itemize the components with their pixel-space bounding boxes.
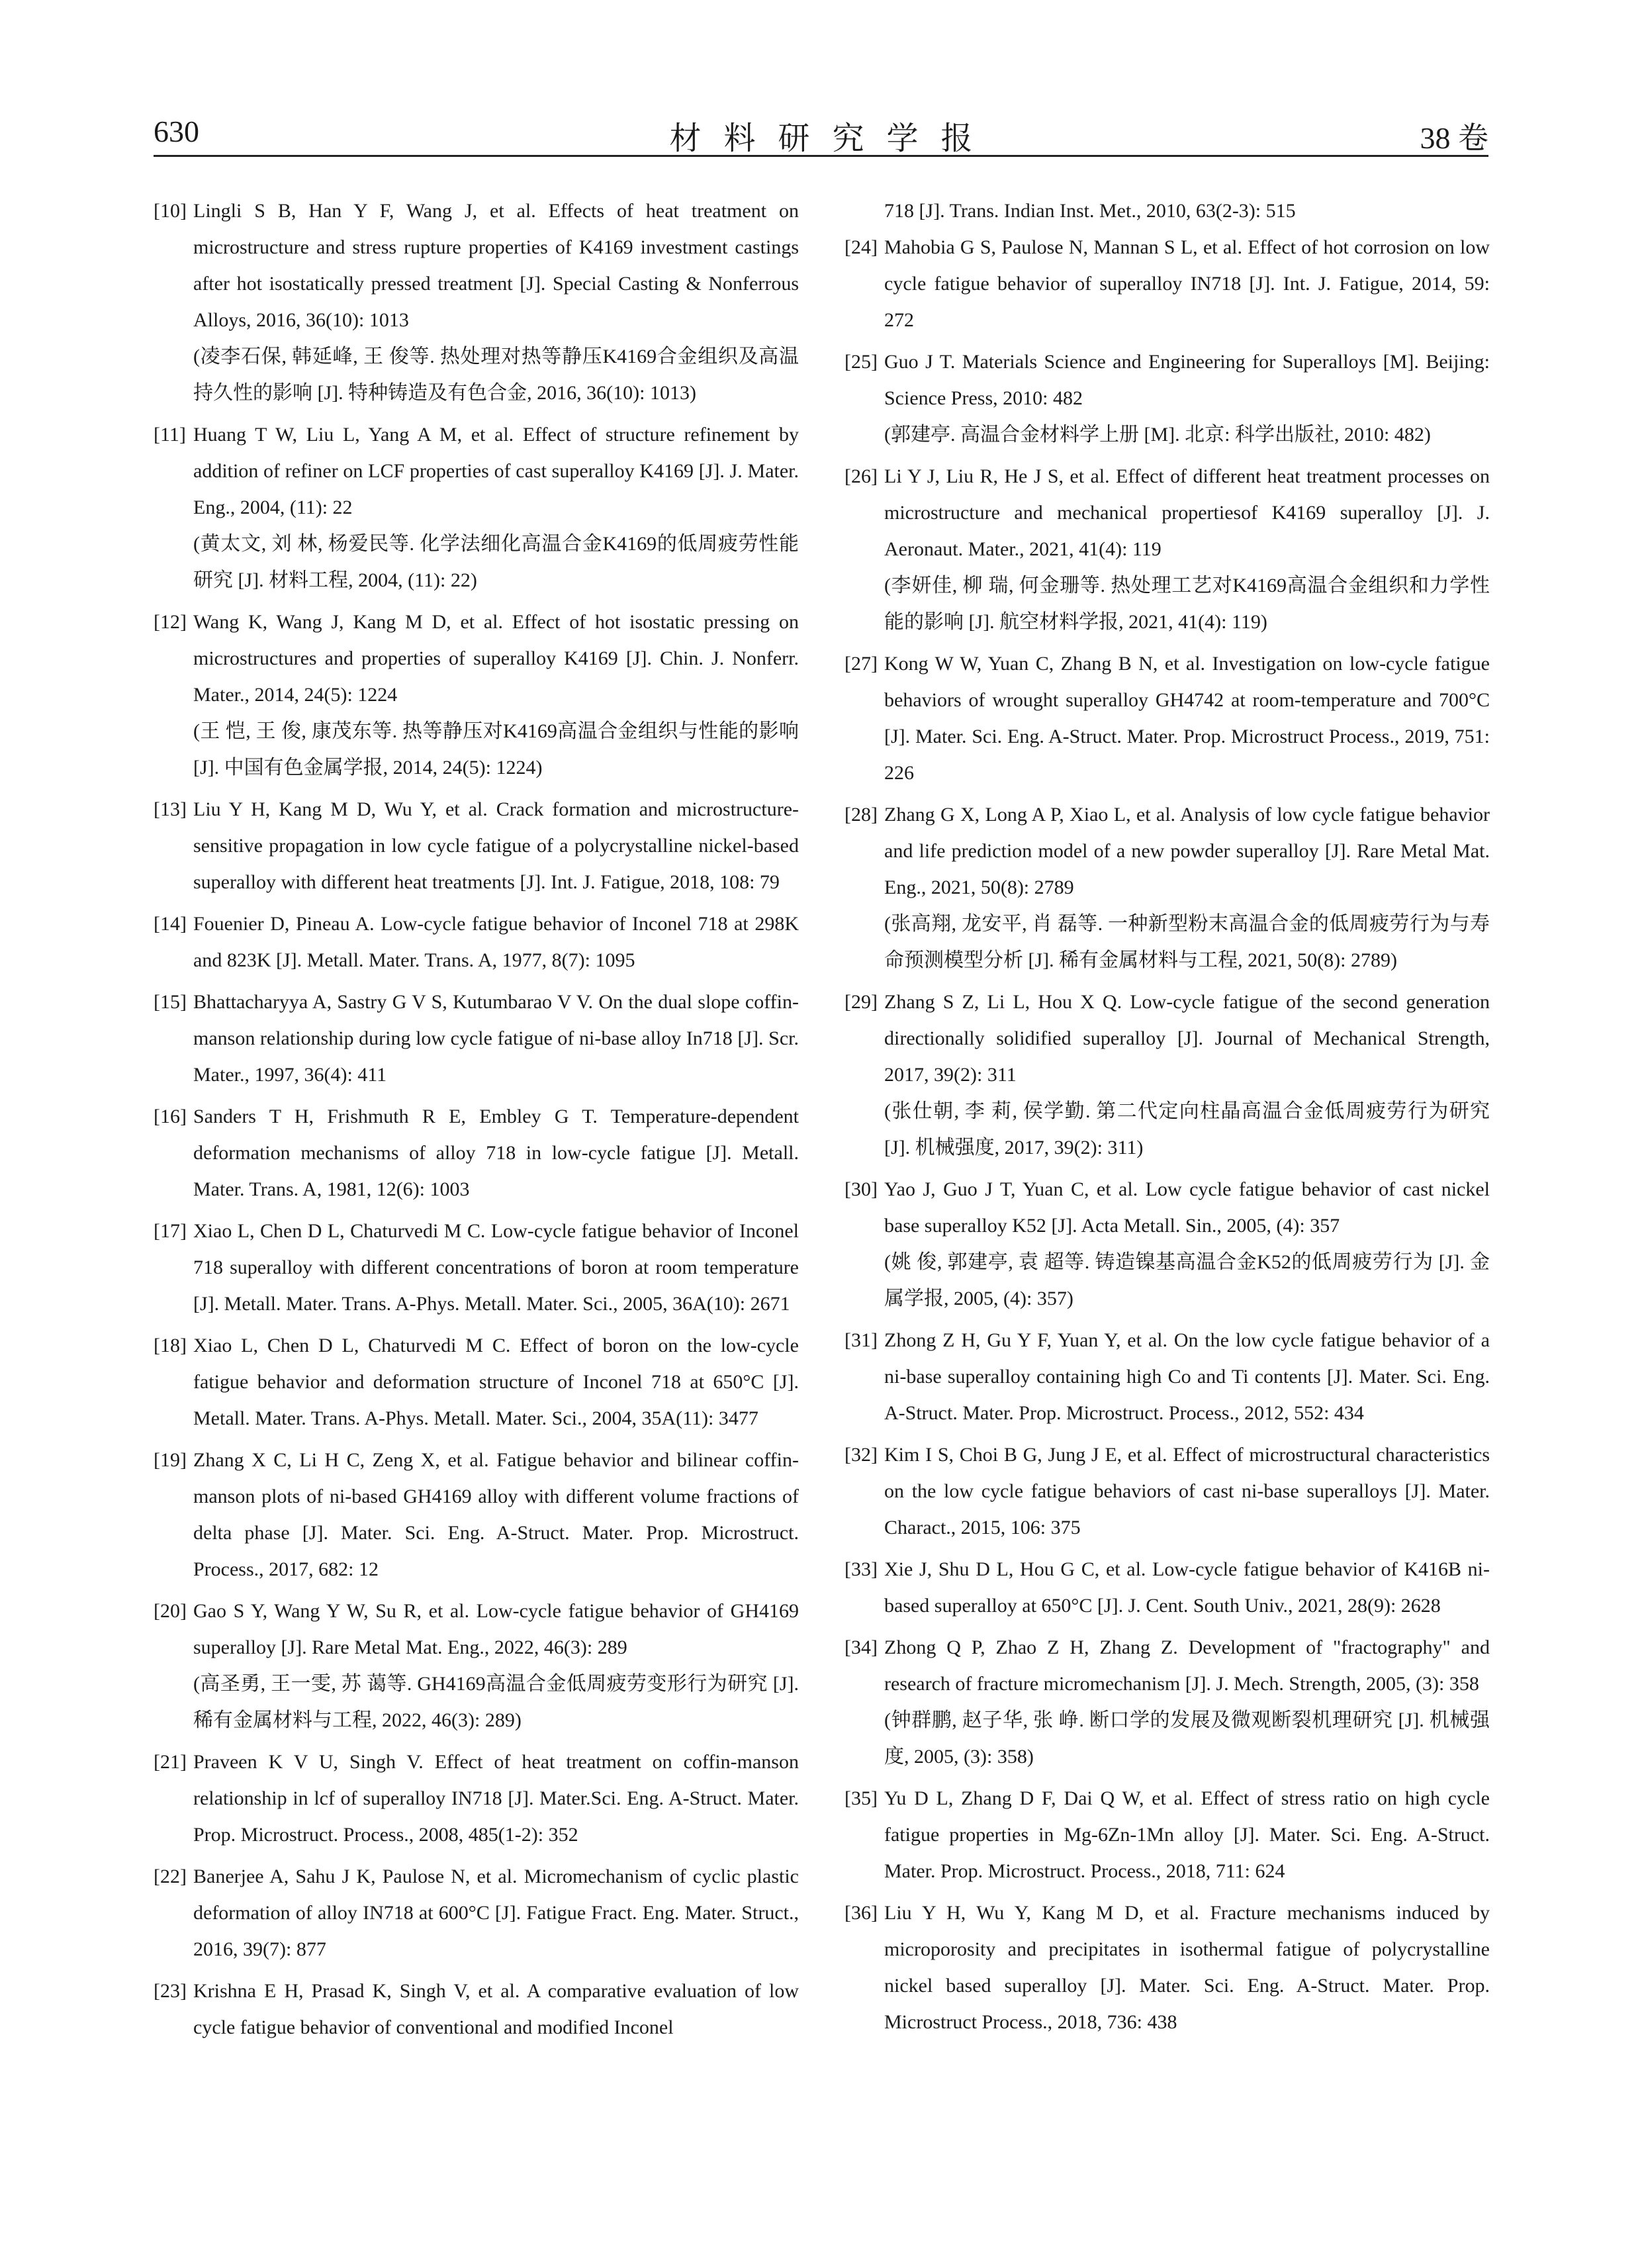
reference-translation: (钟群鹏, 赵子华, 张 峥. 断口学的发展及微观断裂机理研究 [J]. 机械强度, 2005, (3): 358) <box>884 1709 1490 1768</box>
reference-text: Banerjee A, Sahu J K, Paulose N, et al. Micromechanism of cyclic plastic deformation of alloy IN718 at 600°C [J]. Fatigue Fract. Eng. Mater. Struct., 2016, 39(7): 877 <box>193 1866 799 1960</box>
reference-translation: (张仕朝, 李 莉, 侯学勤. 第二代定向柱晶高温合金低周疲劳行为研究 [J]. 机械强度, 2017, 39(2): 311) <box>884 1100 1490 1158</box>
reference-text: Kong W W, Yuan C, Zhang B N, et al. Investigation on low-cycle fatigue behaviors of wrought superalloy GH4742 at room-temperature and 700°C [J]. Mater. Sci. Eng. A-Struct. Mater. Prop. Microstruct Process., 2019, 751: 226 <box>884 653 1490 784</box>
reference-item <box>844 1629 1490 1775</box>
reference-text: Kim I S, Choi B G, Jung J E, et al. Effect of microstructural characteristics on the low cycle fatigue behaviors of cast ni-base superalloys [J]. Mater. Charact., 2015, 106: 375 <box>884 1444 1490 1538</box>
reference-item <box>844 796 1490 978</box>
reference-text: Xiao L, Chen D L, Chaturvedi M C. Low-cycle fatigue behavior of Inconel 718 superalloy with different concentrations of boron at room temperature [J]. Metall. Mater. Trans. A-Phys. Metall. Mater. Sci., 2005, 36A(10): 2671 <box>193 1220 799 1315</box>
reference-translation: (凌李石保, 韩延峰, 王 俊等. 热处理对热等静压K4169合金组织及高温持久性的影响 [J]. 特种铸造及有色合金, 2016, 36(10): 1013) <box>193 346 799 404</box>
reference-number: [25] <box>844 351 878 373</box>
reference-text: Praveen K V U, Singh V. Effect of heat treatment on coffin-manson relationship in lcf of superalloy IN718 [J]. Mater.Sci. Eng. A-Struct. Mater. Prop. Microstruct. Process., 2008, 485(1-2): 352 <box>193 1751 799 1846</box>
reference-item <box>154 984 799 1093</box>
reference-text: Liu Y H, Kang M D, Wu Y, et al. Crack formation and microstructure-sensitive propagation in low cycle fatigue of a polycrystalline nickel-based superalloy with different heat treatments [J]. Int. J. Fatigue, 2018, 108: 79 <box>193 798 799 893</box>
journal-title: 材料研究学报 <box>669 121 995 156</box>
reference-text: Krishna E H, Prasad K, Singh V, et al. A comparative evaluation of low cycle fatigue behavior of conventional and modified Inconel <box>193 1980 799 2038</box>
page-header <box>154 109 1488 157</box>
reference-translation: (郭建亭. 高温合金材料学上册 [M]. 北京: 科学出版社, 2010: 482) <box>884 424 1431 446</box>
reference-item <box>844 344 1490 453</box>
reference-item <box>844 458 1490 640</box>
reference-translation: (黄太文, 刘 林, 杨爱民等. 化学法细化高温合金K4169的低周疲劳性能研究 [J]. 材料工程, 2004, (11): 22) <box>193 533 799 591</box>
reference-item <box>154 416 799 598</box>
reference-number: [33] <box>844 1558 878 1580</box>
reference-number: [32] <box>844 1444 878 1466</box>
reference-text: Huang T W, Liu L, Yang A M, et al. Effect of structure refinement by addition of refiner on LCF properties of cast superalloy K4169 [J]. J. Mater. Eng., 2004, (11): 22 <box>193 424 799 518</box>
reference-item <box>154 791 799 900</box>
reference-item <box>844 1551 1490 1624</box>
reference-continuation: 718 [J]. Trans. Indian Inst. Met., 2010, 63(2-3): 515 <box>884 200 1296 222</box>
volume-label: 38 卷 <box>1420 121 1488 155</box>
reference-item <box>844 1322 1490 1431</box>
reference-number: [21] <box>154 1751 187 1773</box>
reference-translation: (张高翔, 龙安平, 肖 磊等. 一种新型粉末高温合金的低周疲劳行为与寿命预测模型分析 [J]. 稀有金属材料与工程, 2021, 50(8): 2789) <box>884 913 1490 971</box>
reference-translation: (姚 俊, 郭建亭, 袁 超等. 铸造镍基高温合金K52的低周疲劳行为 [J]. 金属学报, 2005, (4): 357) <box>884 1251 1490 1309</box>
reference-item <box>154 906 799 978</box>
reference-text: Xiao L, Chen D L, Chaturvedi M C. Effect of boron on the low-cycle fatigue behavior and deformation structure of Inconel 718 at 650°C [J]. Metall. Mater. Trans. A-Phys. Metall. Mater. Sci., 2004, 35A(11): 3477 <box>193 1335 799 1429</box>
reference-text: Liu Y H, Wu Y, Kang M D, et al. Fracture mechanisms induced by microporosity and precipitates in isothermal fatigue of polycrystalline nickel based superalloy [J]. Mater. Sci. Eng. A-Struct. Mater. Prop. Microstruct Process., 2018, 736: 438 <box>884 1902 1490 2033</box>
reference-item <box>844 1171 1490 1317</box>
reference-text: Wang K, Wang J, Kang M D, et al. Effect of hot isostatic pressing on microstructures and properties of superalloy K4169 [J]. Chin. J. Nonferr. Mater., 2014, 24(5): 1224 <box>193 611 799 706</box>
reference-text: Gao S Y, Wang Y W, Su R, et al. Low-cycle fatigue behavior of GH4169 superalloy [J]. Rare Metal Mat. Eng., 2022, 46(3): 289 <box>193 1600 799 1658</box>
reference-text: Fouenier D, Pineau A. Low-cycle fatigue behavior of Inconel 718 at 298K and 823K [J]. Metall. Mater. Trans. A, 1977, 8(7): 1095 <box>193 913 799 971</box>
reference-number: [23] <box>154 1980 187 2002</box>
reference-text: Guo J T. Materials Science and Engineering for Superalloys [M]. Beijing: Science Press, 2010: 482 <box>884 351 1490 409</box>
reference-number: [18] <box>154 1335 187 1356</box>
reference-number: [22] <box>154 1866 187 1887</box>
reference-text: Bhattacharyya A, Sastry G V S, Kutumbarao V V. On the dual slope coffin-manson relationship during low cycle fatigue of ni-base alloy In718 [J]. Scr. Mater., 1997, 36(4): 411 <box>193 991 799 1086</box>
reference-translation: (李妍佳, 柳 瑞, 何金珊等. 热处理工艺对K4169高温合金组织和力学性能的影响 [J]. 航空材料学报, 2021, 41(4): 119) <box>884 575 1490 633</box>
reference-text: Zhang X C, Li H C, Zeng X, et al. Fatigue behavior and bilinear coffin-manson plots of ni-based GH4169 alloy with different volume fractions of delta phase [J]. Mater. Sci. Eng. A-Struct. Mater. Prop. Microstruct. Process., 2017, 682: 12 <box>193 1449 799 1580</box>
reference-number: [15] <box>154 991 187 1013</box>
reference-item <box>154 1442 799 1587</box>
reference-text: Mahobia G S, Paulose N, Mannan S L, et al. Effect of hot corrosion on low cycle fatigue behavior of superalloy IN718 [J]. Int. J. Fatigue, 2014, 59: 272 <box>884 236 1490 331</box>
reference-item <box>154 1098 799 1207</box>
reference-number: [14] <box>154 913 187 935</box>
reference-number: [24] <box>844 236 878 258</box>
reference-item <box>844 984 1490 1166</box>
reference-item <box>844 645 1490 791</box>
reference-item <box>154 193 799 411</box>
reference-number: [11] <box>154 424 186 446</box>
reference-number: [12] <box>154 611 187 633</box>
reference-number: [10] <box>154 200 187 222</box>
reference-number: [31] <box>844 1329 878 1351</box>
reference-number: [30] <box>844 1178 878 1200</box>
reference-text: Zhang S Z, Li L, Hou X Q. Low-cycle fatigue of the second generation directionally solidified superalloy [J]. Journal of Mechanical Strength, 2017, 39(2): 311 <box>884 991 1490 1086</box>
reference-number: [27] <box>844 653 878 675</box>
reference-item <box>154 1858 799 1967</box>
right-column <box>844 193 1490 2046</box>
reference-item <box>844 1895 1490 2040</box>
reference-item <box>154 1593 799 1738</box>
reference-number: [20] <box>154 1600 187 1622</box>
reference-text: Zhong Q P, Zhao Z H, Zhang Z. Development of "fractography" and research of fracture micromechanism [J]. J. Mech. Strength, 2005, (3): 358 <box>884 1636 1490 1695</box>
reference-text: Zhong Z H, Gu Y F, Yuan Y, et al. On the low cycle fatigue behavior of a ni-base superalloy containing high Co and Ti contents [J]. Mater. Sci. Eng. A-Struct. Mater. Prop. Microstruct. Process., 2012, 552: 434 <box>884 1329 1490 1424</box>
reference-text: Zhang G X, Long A P, Xiao L, et al. Analysis of low cycle fatigue behavior and life prediction model of a new powder superalloy [J]. Rare Metal Mat. Eng., 2021, 50(8): 2789 <box>884 804 1490 898</box>
reference-number: [13] <box>154 798 187 820</box>
reference-text: Xie J, Shu D L, Hou G C, et al. Low-cycle fatigue behavior of K416B ni-based superalloy at 650°C [J]. J. Cent. South Univ., 2021, 28(9): 2628 <box>884 1558 1490 1617</box>
reference-item <box>154 1973 799 2046</box>
reference-item <box>154 1744 799 1853</box>
reference-translation: (王 恺, 王 俊, 康茂东等. 热等静压对K4169高温合金组织与性能的影响 [J]. 中国有色金属学报, 2014, 24(5): 1224) <box>193 720 799 779</box>
reference-number: [34] <box>844 1636 878 1658</box>
left-column <box>154 193 799 2051</box>
reference-text: Yao J, Guo J T, Yuan C, et al. Low cycle fatigue behavior of cast nickel base superalloy K52 [J]. Acta Metall. Sin., 2005, (4): 357 <box>884 1178 1490 1237</box>
reference-translation: (高圣勇, 王一雯, 苏 蔼等. GH4169高温合金低周疲劳变形行为研究 [J]. 稀有金属材料与工程, 2022, 46(3): 289) <box>193 1673 799 1731</box>
reference-item <box>154 1327 799 1437</box>
reference-number: [29] <box>844 991 878 1013</box>
reference-number: [17] <box>154 1220 187 1242</box>
reference-text: Lingli S B, Han Y F, Wang J, et al. Effects of heat treatment on microstructure and stress rupture properties of K4169 investment castings after hot isostatically pressed treatment [J]. Special Casting & Nonferrous Alloys, 2016, 36(10): 1013 <box>193 200 799 331</box>
reference-number: [28] <box>844 804 878 826</box>
reference-number: [26] <box>844 465 878 487</box>
reference-item <box>844 1780 1490 1889</box>
reference-number: [36] <box>844 1902 878 1924</box>
reference-item <box>844 1437 1490 1546</box>
page-number: 630 <box>154 115 199 148</box>
reference-text: Yu D L, Zhang D F, Dai Q W, et al. Effect of stress ratio on high cycle fatigue properties in Mg-6Zn-1Mn alloy [J]. Mater. Sci. Eng. A-Struct. Mater. Prop. Microstruct. Process., 2018, 711: 624 <box>884 1787 1490 1882</box>
reference-text: Li Y J, Liu R, He J S, et al. Effect of different heat treatment processes on microstructure and mechanical propertiesof K4169 superalloy [J]. J. Aeronaut. Mater., 2021, 41(4): 119 <box>884 465 1490 560</box>
reference-item <box>844 229 1490 338</box>
reference-number: [16] <box>154 1106 187 1127</box>
reference-number: [35] <box>844 1787 878 1809</box>
reference-item <box>154 1213 799 1322</box>
reference-number: [19] <box>154 1449 187 1471</box>
reference-item <box>154 604 799 786</box>
reference-text: Sanders T H, Frishmuth R E, Embley G T. Temperature-dependent deformation mechanisms of alloy 718 in low-cycle fatigue [J]. Metall. Mater. Trans. A, 1981, 12(6): 1003 <box>193 1106 799 1200</box>
